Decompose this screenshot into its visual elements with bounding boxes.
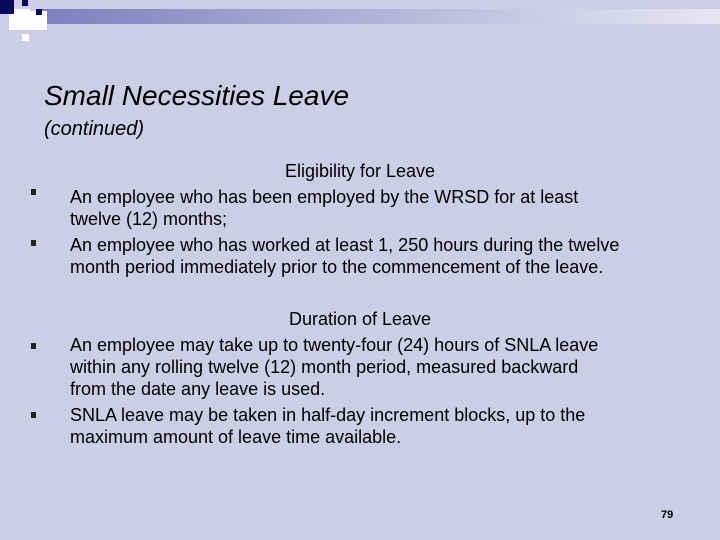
- header-decoration: [0, 0, 720, 48]
- page-number: 79: [661, 509, 674, 521]
- section-heading-duration: Duration of Leave: [288, 309, 432, 329]
- bullet-item: An employee who has been employed by the WRSD for at least twelve (12) months;: [70, 187, 579, 229]
- bullet-marker: [31, 189, 36, 195]
- bullet-marker: [31, 343, 36, 349]
- bullet-item: An employee may take up to twenty-four (24) hours of SNLA leave within any rolling twelve (12) month period, measured backward from the date any leave is used.: [70, 335, 599, 399]
- bullet-item: An employee who has worked at least 1, 250 hours during the twelve month period immediately prior to the commencement of the leave.: [70, 235, 620, 277]
- bullet-marker: [31, 412, 36, 418]
- bullet-marker: [31, 240, 36, 246]
- bullet-item: SNLA leave may be taken in half-day increment blocks, up to the maximum amount of leave time available.: [70, 405, 586, 447]
- slide-subtitle: (continued): [44, 118, 145, 140]
- slide-title: Small Necessities Leave: [44, 80, 350, 111]
- section-heading-eligibility: Eligibility for Leave: [284, 161, 436, 181]
